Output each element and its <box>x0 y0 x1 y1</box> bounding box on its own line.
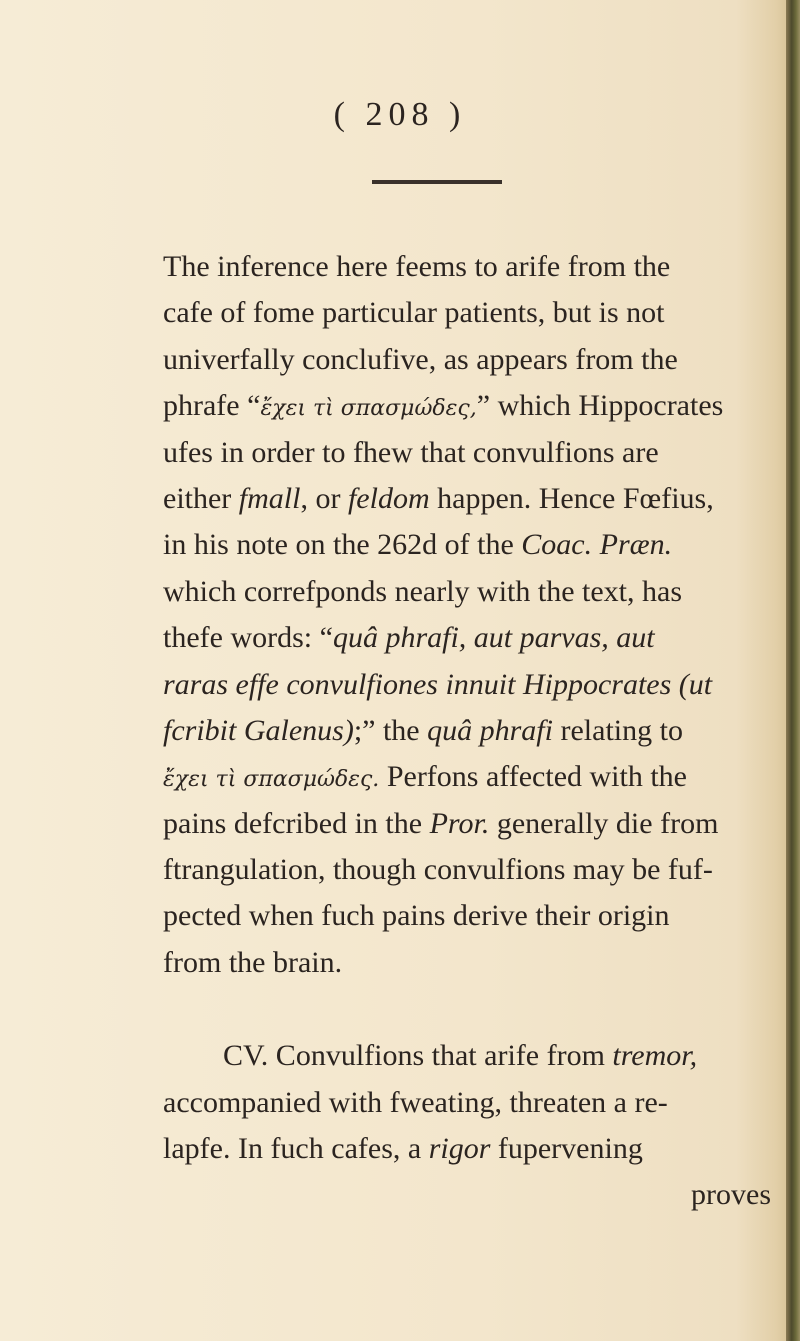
paragraph-1 <box>163 244 771 986</box>
text-line: cafe of fome particular patients, but is not <box>163 296 665 330</box>
text-line: fcribit Galenus);” the quâ phrafi relating to <box>163 713 683 747</box>
text-line: in his note on the 262d of the Coac. Præn. <box>163 528 673 562</box>
catchword: proves <box>691 1178 771 1212</box>
text-line: CV. Convulfions that arife from tremor, <box>223 1039 698 1073</box>
greek-phrase: ἔχει τὶ σπασμώδες, <box>260 396 477 422</box>
text-line: raras effe convulfiones innuit Hippocrates (ut <box>163 667 713 701</box>
text-line: ἔχει τὶ σπασμώδες. Perfons affected with the <box>163 760 687 794</box>
text-line: pains defcribed in the Pror. generally die from <box>163 806 719 840</box>
text-line: either fmall, or feldom happen. Hence Fœfius, <box>163 481 714 515</box>
text-line: phrafe “ἔχει τὶ σπασμώδες,” which Hippocrates <box>163 389 724 423</box>
text-line: univerfally conclufive, as appears from the <box>163 342 678 376</box>
paragraph-2 <box>163 1033 771 1219</box>
text-line: which correfponds nearly with the text, has <box>163 574 683 608</box>
page-number: ( 208 ) <box>333 96 467 133</box>
text-line: ufes in order to fhew that convulfions are <box>163 435 659 469</box>
text-line: lapfe. In fuch cafes, a rigor fupervening <box>163 1132 643 1166</box>
text-line: accompanied with fweating, threaten a re- <box>163 1085 668 1119</box>
text-line: The inference here feems to arife from the <box>163 250 671 283</box>
text-line: thefe words: “quâ phrafi, aut parvas, aut <box>163 621 655 655</box>
header-rule <box>372 180 502 184</box>
body-text <box>163 244 771 1219</box>
text-line: from the brain. <box>163 945 343 979</box>
page-edge <box>786 0 800 1341</box>
greek-phrase: ἔχει τὶ σπασμώδες. <box>163 767 380 793</box>
text-line: pected when fuch pains derive their origin <box>163 899 670 933</box>
text-line: ftrangulation, though convulfions may be fuf- <box>163 853 713 887</box>
